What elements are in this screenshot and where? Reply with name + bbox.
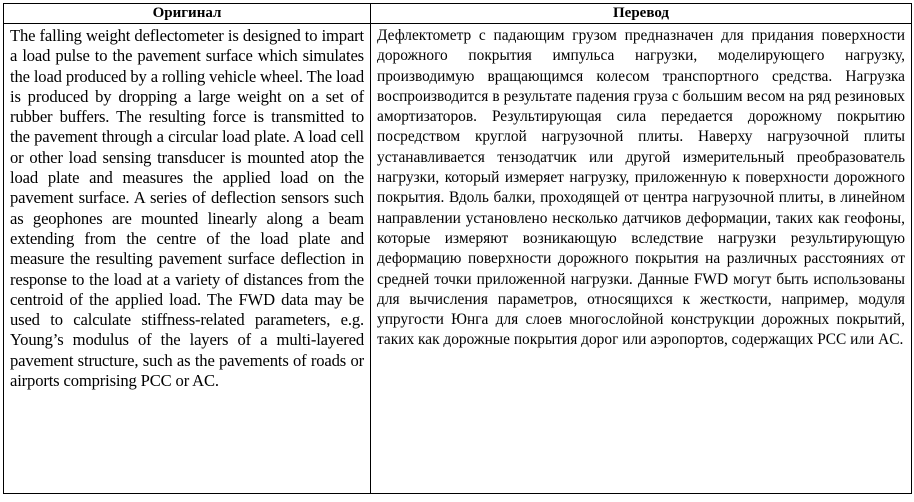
original-text-cell: The falling weight deflectometer is designed to impart a load pulse to the pavement surface which simulates the load produced by a rolling vehicle wheel. The load is produced by dropping a large weight on a set of rubber buffers. The resulting force is transmitted to the pavement through a circular load plate. A load cell or other load sensing transducer is mounted atop the load plate and measures the applied load on the pavement surface. A series of deflection sensors such as geophones are mounted linearly along a beam extending from the centre of the load plate and measure the resulting pavement surface deflection in response to the load at a variety of distances from the centroid of the applied load. The FWD data may be used to calculate stiffness-related parameters, e.g. Young’s modulus of the layers of a multi-layered pavement structure, such as the pavements of roads or airports comprising PCC or AC. bbox=[4, 24, 371, 494]
translation-table bbox=[3, 3, 912, 494]
table-header-row bbox=[4, 4, 912, 24]
header-original: Оригинал bbox=[4, 4, 371, 24]
translation-text-cell: Дефлектометр с падающим грузом предназначен для придания поверхности дорожного покрытия импульса нагрузки, моделирующего нагрузку, производимую вращающимся колесом транспортного средства. Нагрузка воспроизводится в результате падения груза с большим весом на ряд резиновых амортизаторов. Результирующая сила передается дорожному покрытию посредством круглой нагрузочной плиты. Наверху нагрузочной плиты устанавливается тензодатчик или другой измерительный преобразователь нагрузки, который измеряет нагрузку, приложенную к поверхности дорожного покрытия. Вдоль балки, проходящей от центра нагрузочной плиты, в линейном направлении установлено несколько датчиков деформации, таких как геофоны, которые измеряют возникающую вследствие нагрузки результирующую деформацию поверхности дорожного покрытия на различных расстояниях от средней точки приложенной нагрузки. Данные FWD могут быть использованы для вычисления параметров, относящихся к жесткости, например, модуля упругости Юнга для слоев многослойной конструкции дорожных покрытий, таких как дорожные покрытия дорог или аэропортов, содержащих PCC или AC. bbox=[371, 24, 912, 494]
header-translation: Перевод bbox=[371, 4, 912, 24]
table-row bbox=[4, 24, 912, 494]
